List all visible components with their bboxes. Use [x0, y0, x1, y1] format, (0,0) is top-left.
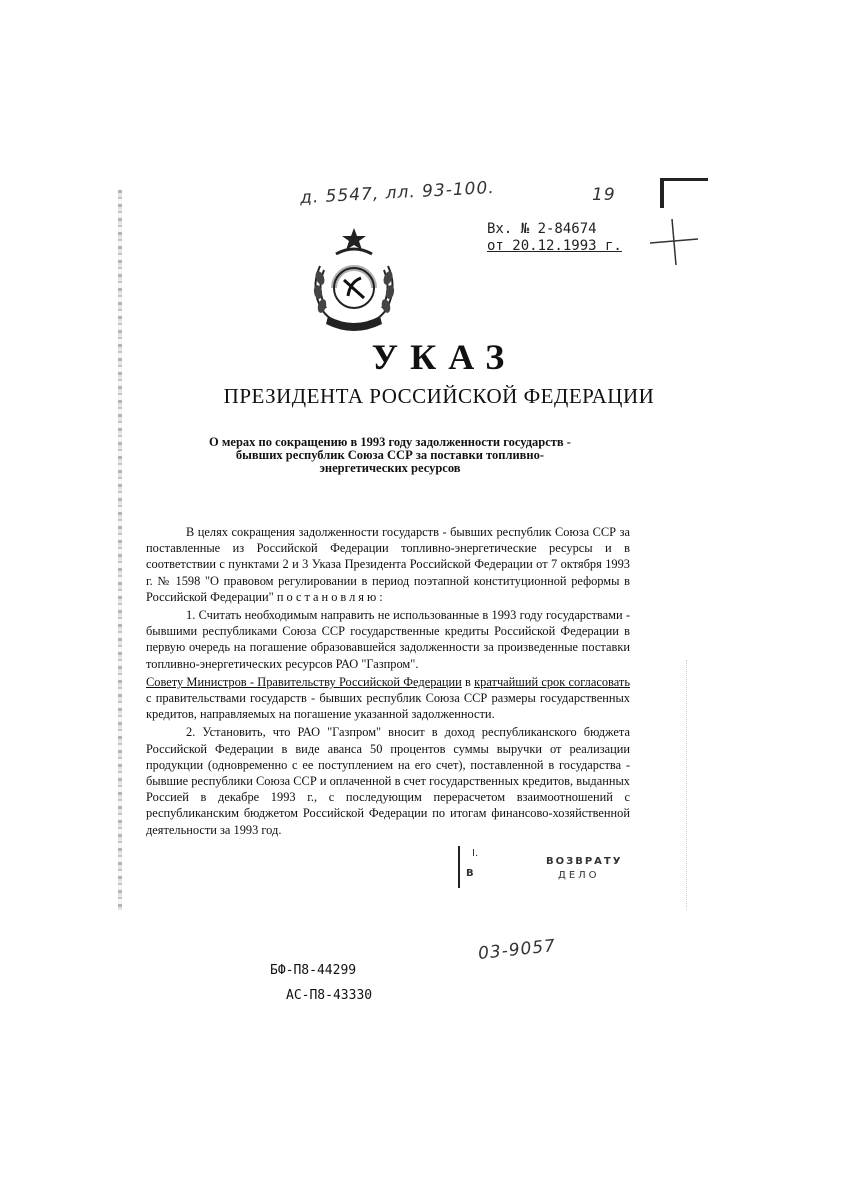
instruction-text: в	[461, 674, 475, 689]
handwritten-page-number: 19	[592, 185, 616, 205]
incoming-date: от 20.12.1993 г.	[487, 238, 622, 254]
incoming-registration	[487, 221, 622, 255]
decree-subject	[200, 436, 580, 475]
subject-line: энергетических ресурсов	[319, 461, 461, 475]
archive-code: БФ-П8-44299	[270, 963, 357, 978]
margin-artifact	[686, 660, 711, 910]
archive-code: АС-П8-43330	[286, 988, 373, 1003]
stamp-text: ВОЗВРАТУ	[546, 856, 623, 867]
document-title: УКАЗ	[371, 337, 517, 377]
underlined-text: кратчайший срок согласовать	[474, 674, 630, 689]
handwritten-archive-reference: д. 5547, лл. 93-100.	[299, 177, 496, 209]
preamble-text: В целях сокращения задолженности государств - бывших республик Союза ССР за поставленные из Российской Федерации топливно-энергетические ресурсы и в соответствии с пунктами 2 и 3 Указа Президента Российской Федерации от 7 октября 1993 г. № 1598 "О правовом регулировании в период поэтапной конституционной реформы в Российской Федерации"	[146, 525, 630, 604]
stamp-text: ДЕЛО	[558, 870, 600, 881]
clause-1-paragraph: 1. Считать необходимым направить не использованные в 1993 году государствами - бывшими республиками Союза ССР государственные кредиты Российской Федерации в первую очередь на погашение образовавшейся задолженности за произведенные поставки топливно-энергетических ресурсов РАО "Газпром".	[146, 608, 630, 671]
document-subtitle: ПРЕЗИДЕНТА РОССИЙСКОЙ ФЕДЕРАЦИИ	[223, 384, 655, 408]
underlined-text: Совету Министров - Правительству Российской Федерации	[146, 674, 462, 689]
stamp-text: В	[466, 868, 474, 879]
decree-body	[146, 524, 630, 840]
subject-line: О мерах по сокращению в 1993 году задолженности государств -	[209, 435, 571, 449]
scan-edge-artifact	[118, 190, 122, 910]
preamble-paragraph	[146, 524, 630, 605]
decree-formula: постановляю:	[276, 589, 386, 604]
corner-mark-top	[660, 178, 708, 181]
instruction-text: с правительствами государств - бывших республик Союза ССР размеры государственных кредитов, направляемых на погашение указанной задолженности.	[146, 691, 630, 722]
cross-mark-icon	[648, 215, 700, 267]
stamp-text: I.	[472, 848, 479, 859]
return-stamp	[458, 846, 630, 888]
state-emblem-icon	[306, 226, 402, 336]
clause-2-paragraph: 2. Установить, что РАО "Газпром" вносит в доход республиканского бюджета Российской Федерации в виде аванса 50 процентов суммы выручки от реализации продукции (одновременно с ее поступлением на его счет), поставленной в государства - бывшие республики Союза ССР и оплаченной в счет государственных кредитов, выданных Россией в декабре 1993 г., с последующим перерасчетом взаимоотношений с республиканским бюджетом Российской Федерации по итогам финансово-хозяйственной деятельности за 1993 год.	[146, 725, 630, 837]
corner-mark	[660, 178, 664, 208]
subject-line: бывших республик Союза ССР за поставки топливно-	[235, 448, 545, 462]
handwritten-registration: 03-9057	[477, 935, 557, 965]
incoming-number: Вх. № 2-84674	[487, 221, 597, 237]
clause-1-instruction	[146, 674, 630, 723]
